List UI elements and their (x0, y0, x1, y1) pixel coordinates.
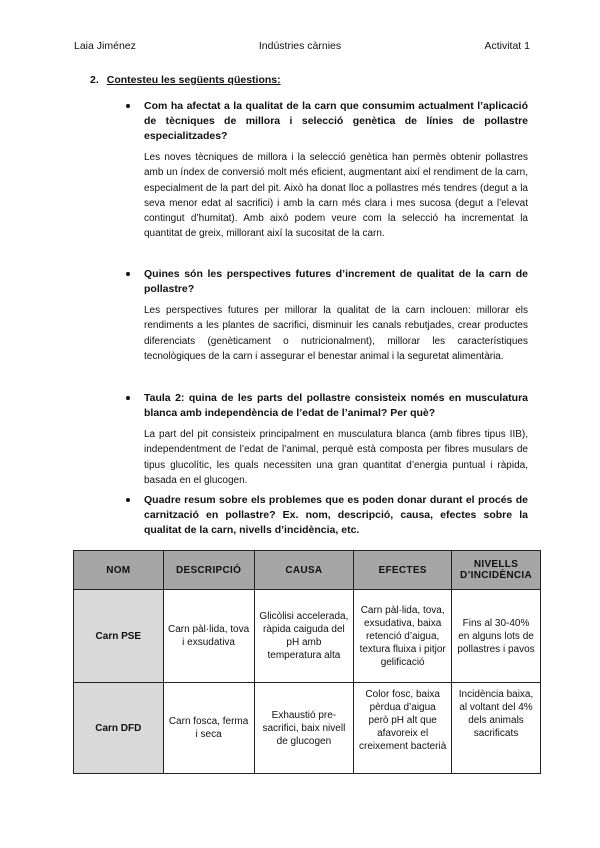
question-block (126, 267, 528, 364)
description-cell: Carn pàl·lida, tova i exsudativa (163, 590, 254, 683)
table-header-row (74, 551, 541, 590)
description-cell: Carn fosca, ferma i seca (163, 683, 254, 774)
question-text: Taula 2: quina de les parts del pollastre consisteix només en musculatura blanca amb independència de l’edat de l’animal? Per què? (144, 392, 528, 419)
section-heading (90, 74, 281, 86)
header-activity: Activitat 1 (484, 40, 530, 52)
table-header-cell: DESCRIPCIÓ (163, 551, 254, 590)
cause-cell: Glicòlisi accelerada, ràpida caiguda del pH amb temperatura alta (254, 590, 354, 683)
table-header-cell: NOM (74, 551, 164, 590)
bullet-icon (126, 396, 130, 400)
question-block (126, 493, 528, 538)
table-header-cell: NIVELLS D’INCIDÈNCIA (452, 551, 541, 590)
incidence-cell: Incidència baixa, al voltant del 4% dels animals sacrificats (452, 683, 541, 774)
section-number: 2. (90, 74, 99, 86)
table-header-cell: EFECTES (354, 551, 452, 590)
table-row (74, 590, 541, 683)
section-title: Contesteu les següents qüestions: (106, 74, 281, 86)
bullet-icon (126, 498, 130, 502)
header-course: Indústries càrnies (258, 40, 342, 52)
row-name-cell: Carn PSE (74, 590, 164, 683)
bullet-icon (126, 272, 130, 276)
question-block (126, 391, 528, 488)
incidence-cell: Fins al 30-40% en alguns lots de pollastres i pavos (452, 590, 541, 683)
row-name-cell: Carn DFD (74, 683, 164, 774)
summary-table (73, 550, 541, 774)
answer-text: Les perspectives futures per millorar la qualitat de la carn inclouen: millorar els rendiments a les plantes de sacrifici, disminuir les canals rebutjades, crear productes diferenciats (genèticament o nutricionalment), millorar les característiques tecnològiques de la carn i assegurar el benestar animal i la seguretat alimentària. (144, 305, 528, 362)
question-block (126, 99, 528, 242)
header-author: Laia Jiménez (74, 40, 136, 52)
question-text: Quadre resum sobre els problemes que es poden donar durant el procés de carnització en pollastre? Ex. nom, descripció, causa, efectes sobre la qualitat de la carn, nivells d’incidència, etc. (144, 494, 528, 536)
bullet-icon (126, 104, 130, 108)
effects-cell: Color fosc, baixa pèrdua d’aigua però pH alt que afavoreix el creixement bacterià (354, 683, 452, 774)
table-row (74, 683, 541, 774)
cause-cell: Exhaustió pre-sacrifici, baix nivell de glucogen (254, 683, 354, 774)
effects-cell: Carn pàl·lida, tova, exsudativa, baixa retenció d’aigua, textura fluixa i pitjor gelificació (354, 590, 452, 683)
answer-text: Les noves tècniques de millora i la selecció genètica han permès obtenir pollastres amb un índex de conversió molt més eficient, augmentant així el rendiment de la carn, especialment de la part del pit. Això ha donat lloc a pollastres més tendres (degut a la seva menor edat al sacrifici) i amb la carn més clara i mes sucosa (degut a l’elevat contingut d’humitat). Amb això podem veure com la selecció ha incrementat la quantitat de greix, millorant així la sucositat de la carn. (144, 152, 528, 240)
question-text: Quines són les perspectives futures d’increment de qualitat de la carn de pollastre? (144, 268, 528, 295)
answer-text: La part del pit consisteix principalment en musculatura blanca (amb fibres tipus IIB), independentment de l’edat de l’animal, perquè està composta per fibres musulars de tipus glucolític, les quals necessiten una gran quantitat d’energia puntual i ràpida, basada en el glucogen. (144, 429, 528, 486)
table-header-cell: CAUSA (254, 551, 354, 590)
question-text: Com ha afectat a la qualitat de la carn que consumim actualment l’aplicació de tècniques de millora i selecció genètica de línies de pollastre especialitzades? (144, 100, 528, 142)
